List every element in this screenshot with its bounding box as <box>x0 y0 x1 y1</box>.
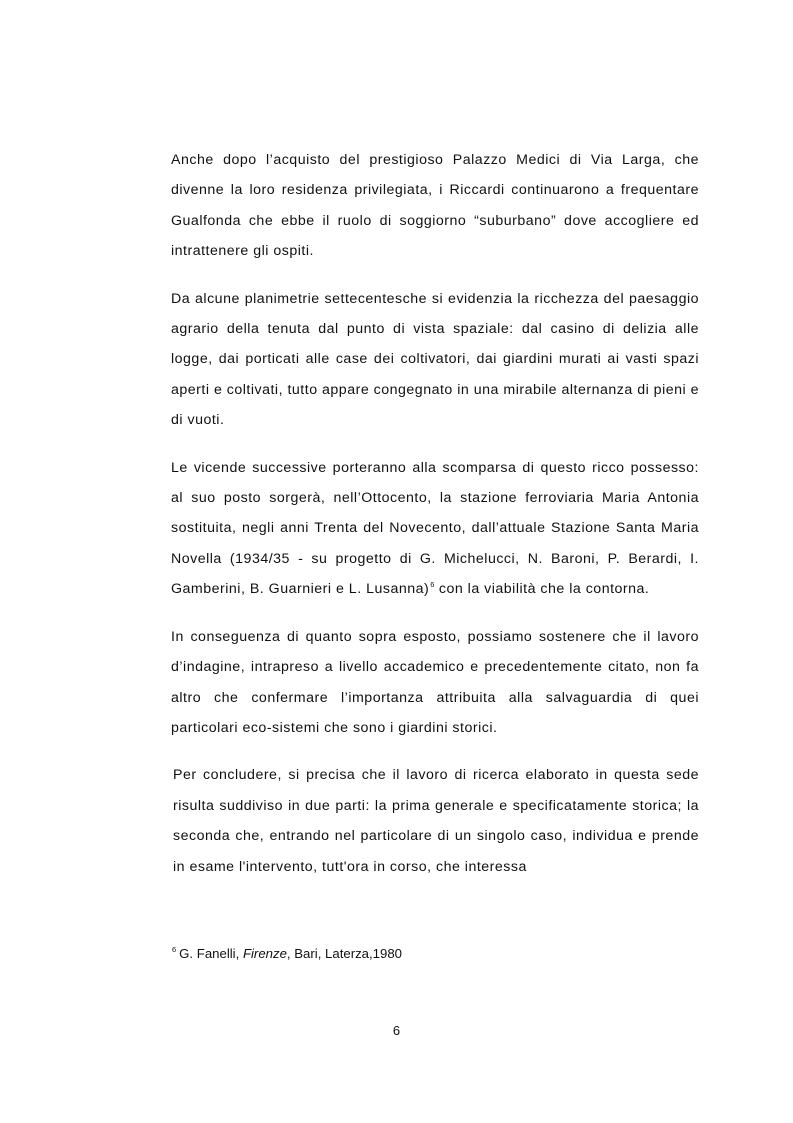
paragraph-palazzo-medici: Anche dopo l’acquisto del prestigioso Palazzo Medici di Via Larga, che divenne la loro residenza privilegiata, i Riccardi continuarono a frequentare Gualfonda che ebbe il ruolo di soggiorno “suburbano” dove accogliere ed intrattenere gli ospiti. <box>171 152 699 260</box>
paragraph-vicende-successive <box>171 453 699 605</box>
footnote-publication: , Bari, Laterza,1980 <box>286 946 403 961</box>
body-text <box>171 145 699 899</box>
paragraph-conseguenza: In conseguenza di quanto sopra esposto, possiamo sostenere che il lavoro d’indagine, intrapreso a livello accademico e precedentemente citato, non fa altro che confermare l’importanza attribuita alla salvaguardia di quei particolari eco-sistemi che sono i giardini storici. <box>171 628 699 736</box>
footnote-author: G. Fanelli, <box>179 946 243 961</box>
footnote-reference[interactable]: 6 <box>430 580 435 590</box>
paragraph-text-after-ref: con la viabilità che la contorna. <box>434 581 650 598</box>
page-number: 6 <box>392 1023 401 1038</box>
footnote-title: Firenze <box>242 946 287 961</box>
paragraph-concludere: Per concludere, si precisa che il lavoro di ricerca elaborato in questa sede risulta suddiviso in due parti: la prima generale e specificatamente storica; la seconda che, entrando nel particolare di un singolo caso, individua e prende in esame l'intervento, tutt'ora in corso, che interessa <box>173 767 699 875</box>
footnote <box>172 944 700 964</box>
paragraph-text-before-ref: Le vicende successive porteranno alla scomparsa di questo ricco possesso: al suo posto sorgerà, nell’Ottocento, la stazione ferroviaria Maria Antonia sostituita, negli anni Trenta del Novecento, dall’attuale Stazione Santa Maria Novella (1934/35 - su progetto di G. Michelucci, N. Baroni, P. Berardi, I. Gamberini, B. Guarnieri e L. Lusanna) <box>171 459 699 598</box>
footnote-number: 6 <box>172 945 177 954</box>
paragraph-planimetrie: Da alcune planimetrie settecentesche si evidenzia la ricchezza del paesaggio agrario della tenuta dal punto di vista spaziale: dal casino di delizia alle logge, dai porticati alle case dei coltivatori, dai giardini murati ai vasti spazi aperti e coltivati, tutto appare congegnato in una mirabile alternanza di pieni e di vuoti. <box>171 290 699 429</box>
